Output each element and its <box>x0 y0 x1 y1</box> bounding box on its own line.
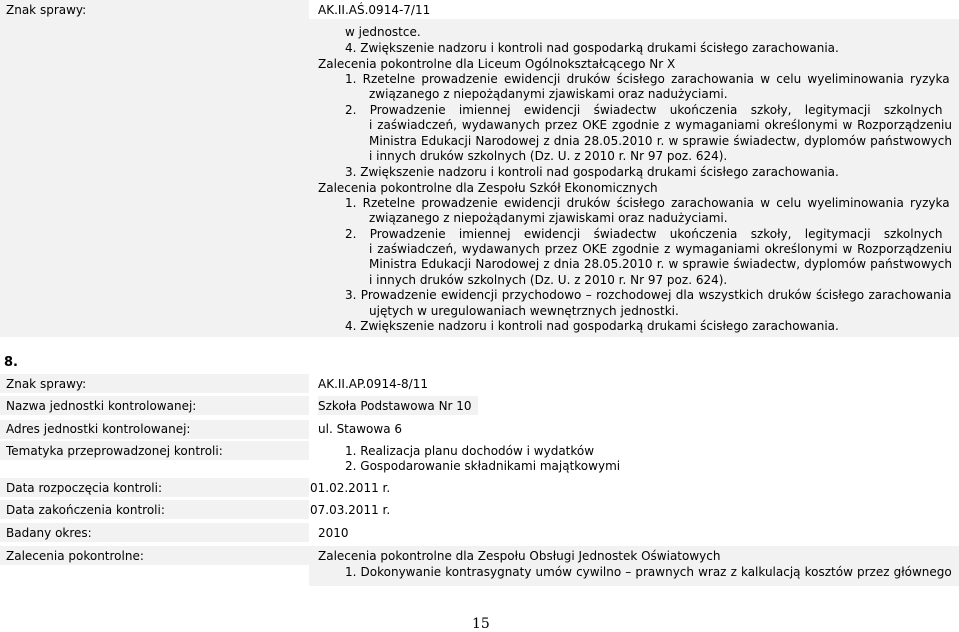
list-item: 1. Rzetelne prowadzenie ewidencji druków ścisłego zarachowania w celu wyeliminowania ryzyka <box>345 196 950 210</box>
list-item: 2. Prowadzenie imiennej ewidencji świadectw ukończenia szkoły, legitymacji szkolnych <box>345 103 943 117</box>
text-line: ujętych w uregulowaniach wewnętrznych jednostki. <box>369 304 679 318</box>
list-item: 3. Prowadzenie ewidencji przychodowo – rozchodowej dla wszystkich druków ścisłego zarachowania <box>345 288 952 302</box>
section-heading: Zalecenia pokontrolne dla Liceum Ogólnokształcącego Nr X <box>318 57 676 71</box>
badany-okres-value: 2010 <box>318 526 349 540</box>
nazwa-jednostki-label: Nazwa jednostki kontrolowanej: <box>6 399 197 413</box>
data-rozpoczecia-label: Data rozpoczęcia kontroli: <box>6 481 163 495</box>
znak-sprawy-value: AK.II.AP.0914-8/11 <box>318 377 428 391</box>
page-number: 15 <box>472 616 490 632</box>
section-heading: Zalecenia pokontrolne dla Zespołu Obsługi Jednostek Oświatowych <box>318 549 721 563</box>
zalecenia-label: Zalecenia pokontrolne: <box>6 549 144 563</box>
data-rozpoczecia-value: 01.02.2011 r. <box>310 481 391 495</box>
list-item: 2. Gospodarowanie składnikami majątkowymi <box>345 459 621 473</box>
list-item: 2. Prowadzenie imiennej ewidencji świadectw ukończenia szkoły, legitymacji szkolnych <box>345 227 943 241</box>
list-item: 4. Zwiększenie nadzoru i kontroli nad gospodarką drukami ścisłego zarachowania. <box>345 319 839 333</box>
list-item: 1. Realizacja planu dochodów i wydatków <box>345 444 595 458</box>
list-item: 1. Dokonywanie kontrasygnaty umów cywilno – prawnych wraz z kalkulacją kosztów przez głównego <box>345 565 952 579</box>
data-zakonczenia-value: 07.03.2011 r. <box>310 503 391 517</box>
list-item: 4. Zwiększenie nadzoru i kontroli nad gospodarką drukami ścisłego zarachowania. <box>345 41 839 55</box>
text-line: i innych druków szkolnych (Dz. U. z 2010 r. Nr 97 poz. 624). <box>369 273 728 287</box>
znak-sprawy-value: AK.II.AŚ.0914-7/11 <box>318 3 431 17</box>
text-line: i zaświadczeń, wydawanych przez OKE zgodnie z wymaganiami określonymi w Rozporządzeniu <box>369 242 952 256</box>
text-line: Ministra Edukacji Narodowej z dnia 28.05.2010 r. w sprawie świadectw, dyplomów państwowych <box>369 257 952 271</box>
text-line: związanego z niepożądanymi zjawiskami oraz nadużyciami. <box>369 211 728 225</box>
znak-sprawy-label: Znak sprawy: <box>6 3 87 17</box>
text-line: Ministra Edukacji Narodowej z dnia 28.05.2010 r. w sprawie świadectw, dyplomów państwowych <box>369 134 952 148</box>
adres-jednostki-label: Adres jednostki kontrolowanej: <box>6 422 191 436</box>
nazwa-jednostki-value: Szkoła Podstawowa Nr 10 <box>318 399 472 413</box>
znak-sprawy-label: Znak sprawy: <box>6 377 87 391</box>
list-item: 1. Rzetelne prowadzenie ewidencji druków ścisłego zarachowania w celu wyeliminowania ryzyka <box>345 72 950 86</box>
adres-jednostki-value: ul. Stawowa 6 <box>318 422 403 436</box>
section-heading: Zalecenia pokontrolne dla Zespołu Szkół Ekonomicznych <box>318 181 658 195</box>
section-number: 8. <box>4 355 18 370</box>
tematyka-label: Tematyka przeprowadzonej kontroli: <box>6 444 223 458</box>
text-line: i zaświadczeń, wydawanych przez OKE zgodnie z wymaganiami określonymi w Rozporządzeniu <box>369 118 952 132</box>
text-line: i innych druków szkolnych (Dz. U. z 2010 r. Nr 97 poz. 624). <box>369 149 728 163</box>
text-line: w jednostce. <box>345 25 421 39</box>
list-item: 3. Zwiększenie nadzoru i kontroli nad gospodarką drukami ścisłego zarachowania. <box>345 165 839 179</box>
text-line: związanego z niepożądanymi zjawiskami oraz nadużyciami. <box>369 87 728 101</box>
data-zakonczenia-label: Data zakończenia kontroli: <box>6 503 165 517</box>
badany-okres-label: Badany okres: <box>6 526 92 540</box>
